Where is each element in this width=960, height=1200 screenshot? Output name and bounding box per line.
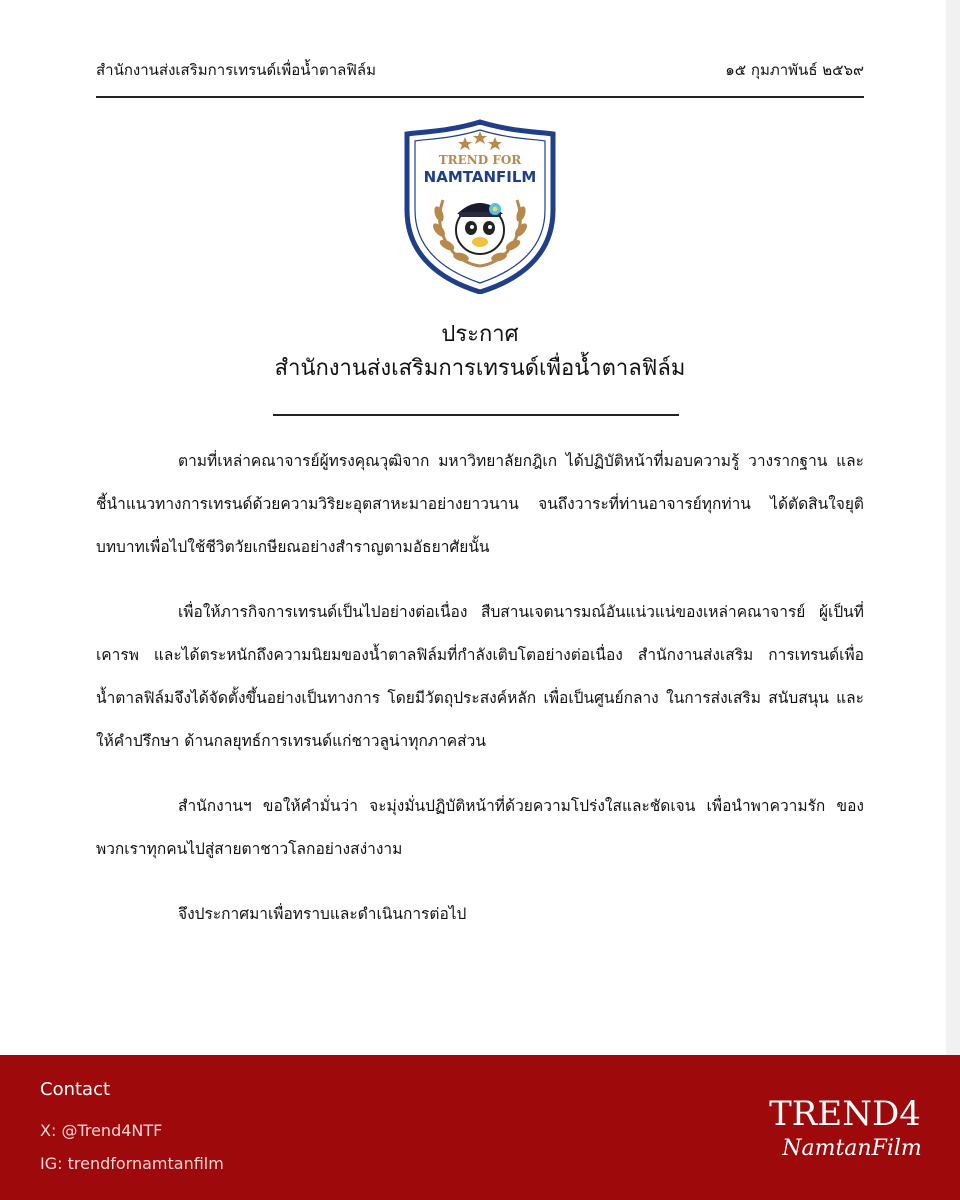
body-paragraph-3: สำนักงานฯ ขอให้คำมั่นว่า จะมุ่งมั่นปฏิบัติหน้าที่ด้วยความโปร่งใสและชัดเจน เพื่อนำพาความรัก ของพวกเราทุกคนไปสู่สายตาชาวโลกอย่างสง่างาม [96, 797, 864, 858]
ig-handle[interactable]: IG: trendfornamtanfilm [40, 1154, 224, 1173]
footer [0, 1055, 960, 1200]
body-paragraph-2: เพื่อให้ภารกิจการเทรนด์เป็นไปอย่างต่อเนื่อง สืบสานเจตนารมณ์อันแน่วแน่ของเหล่าคณาจารย์ ผู้เป็นที่เคารพ และได้ตระหนักถึงความนิยมของน้ำตาลฟิล์มที่กำลังเติบโตอย่างต่อเนื่อง สำนักงานส่งเสริม การเทรนด์เพื่อน้ำตาลฟิล์มจึงได้จัดตั้งขึ้นอย่างเป็นทางการ โดยมีวัตถุประสงค์หลัก เพื่อเป็นศูนย์กลาง ในการส่งเสริม สนับสนุน และให้คำปรึกษา ด้านกลยุทธ์การเทรนด์แก่ชาวลูน่าทุกภาคส่วน [96, 603, 864, 750]
logo-line2: NAMTANFILM [423, 168, 537, 186]
brand-line-2: NamtanFilm [782, 1136, 922, 1161]
announcement-body [96, 440, 864, 936]
brand-wordmark-logo [760, 1091, 930, 1167]
panda-mascot-shield-icon [403, 118, 557, 294]
right-edge-stripe [946, 0, 960, 1055]
header-org-name: สำนักงานส่งเสริมการเทรนด์เพื่อน้ำตาลฟิล์ม [96, 61, 377, 79]
contact-title: Contact [40, 1079, 111, 1100]
logo [403, 118, 557, 294]
title-line-1: ประกาศ [441, 322, 519, 347]
brand-line-1: TREND4 [769, 1094, 921, 1134]
announcement-title [0, 318, 960, 386]
header-divider [96, 96, 864, 98]
title-line-2: สำนักงานส่งเสริมการเทรนด์เพื่อน้ำตาลฟิล์ม [274, 356, 686, 381]
closing-line: จึงประกาศมาเพื่อทราบและดำเนินการต่อไป [178, 905, 467, 923]
header-date: ๑๕ กุมภาพันธ์ ๒๕๖๙ [725, 61, 864, 79]
title-divider [273, 414, 679, 416]
body-paragraph-1: ตามที่เหล่าคณาจารย์ผู้ทรงคุณวุฒิจาก มหาวิทยาลัยกฎิเก ได้ปฏิบัติหน้าที่มอบความรู้ วางรากฐาน และชี้นำแนวทางการเทรนด์ด้วยความวิริยะอุตสาหะมาอย่างยาวนาน จนถึงวาระที่ท่านอาจารย์ทุกท่าน ได้ตัดสินใจยุติบทบาทเพื่อไปใช้ชีวิตวัยเกษียณอย่างสำราญตามอัธยาศัยนั้น [96, 452, 864, 556]
document-header [96, 58, 864, 88]
x-handle[interactable]: X: @Trend4NTF [40, 1121, 163, 1140]
logo-line1: TREND FOR [438, 153, 522, 167]
